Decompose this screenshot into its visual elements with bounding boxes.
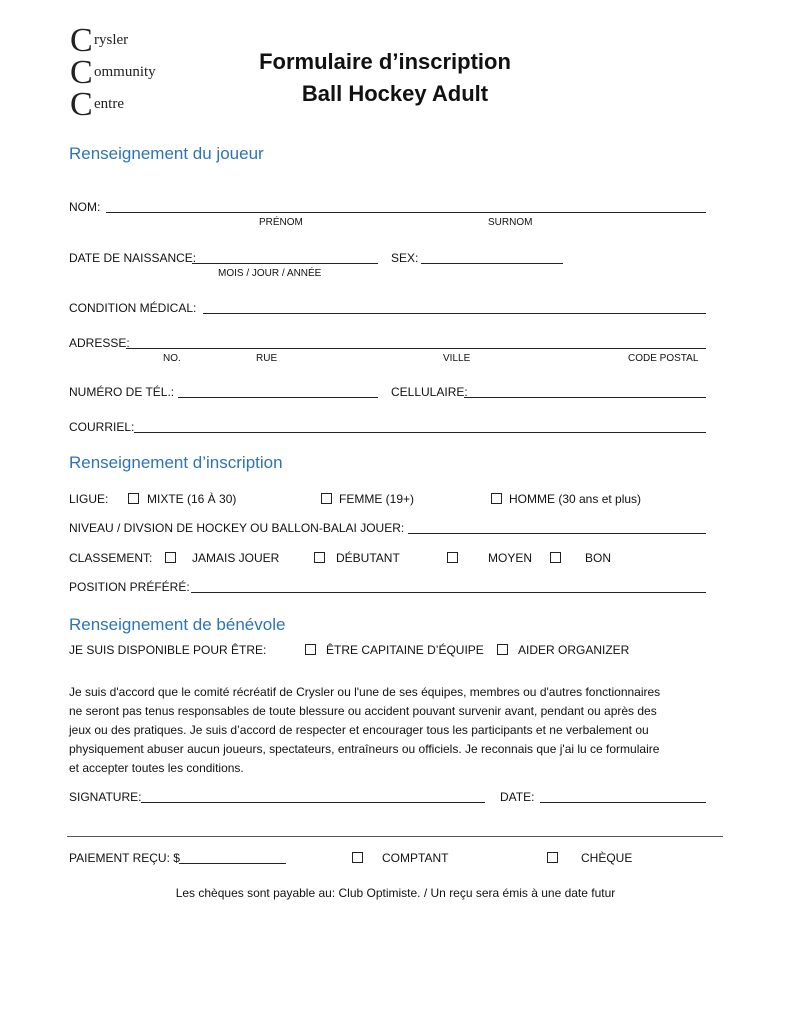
niveau-field[interactable] bbox=[408, 533, 706, 534]
nom-label: NOM: bbox=[69, 200, 101, 214]
position-label: POSITION PRÉFÉRÉ: bbox=[69, 580, 190, 594]
ligue-femme-label: FEMME (19+) bbox=[339, 492, 415, 506]
addr-no-hint: NO. bbox=[163, 353, 181, 364]
checkbox-mixte[interactable] bbox=[128, 493, 139, 504]
addr-ville-hint: VILLE bbox=[443, 353, 471, 364]
section-heading-volunteer: Renseignement de bénévole bbox=[69, 615, 286, 634]
niveau-label: NIVEAU / DIVSION DE HOCKEY OU BALLON-BALAI JOUER: bbox=[69, 521, 405, 535]
payment-label: PAIEMENT REÇU: $ bbox=[69, 851, 180, 865]
agreement-paragraph bbox=[69, 683, 729, 778]
capitaine-label: ÊTRE CAPITAINE D’ÉQUIPE bbox=[326, 643, 484, 657]
condition-field[interactable] bbox=[203, 313, 706, 314]
class-moyen-label: MOYEN bbox=[488, 551, 533, 565]
comptant-label: COMPTANT bbox=[382, 851, 449, 865]
position-field[interactable] bbox=[191, 592, 706, 593]
courriel-label: COURRIEL: bbox=[69, 420, 135, 434]
logo-letter-3: C bbox=[70, 86, 93, 123]
nom-field[interactable] bbox=[106, 212, 706, 213]
class-debutant-label: DÉBUTANT bbox=[336, 551, 400, 565]
ligue-label: LIGUE: bbox=[69, 492, 109, 506]
logo-word-3: entre bbox=[94, 96, 124, 112]
agreement-line: ne seront pas tenus responsables de toute blessure ou accident pouvant survenir avant, pendant ou après des bbox=[69, 704, 657, 718]
courriel-field[interactable] bbox=[134, 432, 706, 433]
dispo-label: JE SUIS DISPONIBLE POUR ÊTRE: bbox=[69, 643, 267, 657]
agreement-line: et accepter toutes les conditions. bbox=[69, 761, 244, 775]
sex-field[interactable] bbox=[421, 263, 563, 264]
logo bbox=[66, 22, 196, 123]
adresse-label: ADRESSE: bbox=[69, 336, 130, 350]
checkbox-aider[interactable] bbox=[497, 644, 508, 655]
tel-field[interactable] bbox=[178, 397, 378, 398]
class-jamais-label: JAMAIS JOUER bbox=[192, 551, 280, 565]
form-subtitle: Ball Hockey Adult bbox=[301, 81, 489, 106]
logo-letter-2: C bbox=[70, 54, 93, 91]
agreement-line: jeux ou des pratiques. Je suis d’accord de respecter et encourager tous les participants et ne verbalement ou bbox=[69, 723, 649, 737]
checkbox-cheque[interactable] bbox=[547, 852, 558, 863]
checkbox-capitaine[interactable] bbox=[305, 644, 316, 655]
addr-rue-hint: RUE bbox=[256, 353, 278, 364]
sex-label: SEX: bbox=[391, 251, 419, 265]
signature-field[interactable] bbox=[141, 802, 485, 803]
addr-code-hint: CODE POSTAL bbox=[628, 353, 699, 364]
agreement-line: Je suis d'accord que le comité récréatif de Crysler ou l'une de ses équipes, membres ou d'autres fonctionnaires bbox=[69, 685, 661, 699]
surnom-hint: SURNOM bbox=[488, 217, 533, 228]
aider-label: AIDER ORGANIZER bbox=[518, 643, 630, 657]
divider bbox=[67, 836, 723, 837]
footer-note: Les chèques sont payable au: Club Optimiste. / Un reçu sera émis à une date futur bbox=[175, 886, 616, 900]
section-heading-registration: Renseignement d’inscription bbox=[69, 453, 283, 472]
logo-word-2: ommunity bbox=[94, 64, 156, 80]
ligue-homme-label: HOMME (30 ans et plus) bbox=[509, 492, 642, 506]
class-bon-label: BON bbox=[585, 551, 612, 565]
adresse-field[interactable] bbox=[126, 348, 706, 349]
date-field[interactable] bbox=[540, 802, 706, 803]
prenom-hint: PRÉNOM bbox=[259, 217, 303, 228]
condition-label: CONDITION MÉDICAL: bbox=[69, 301, 197, 315]
checkbox-jamais[interactable] bbox=[165, 552, 176, 563]
checkbox-moyen[interactable] bbox=[447, 552, 458, 563]
checkbox-comptant[interactable] bbox=[352, 852, 363, 863]
classement-label: CLASSEMENT: bbox=[69, 551, 153, 565]
cheque-label: CHÈQUE bbox=[581, 851, 633, 865]
date-label: DATE: bbox=[500, 790, 535, 804]
logo-word-1: rysler bbox=[94, 32, 129, 48]
dob-hint: MOIS / JOUR / ANNÉE bbox=[218, 268, 322, 279]
cell-label: CELLULAIRE: bbox=[391, 385, 468, 399]
section-heading-player: Renseignement du joueur bbox=[69, 144, 264, 163]
checkbox-femme[interactable] bbox=[321, 493, 332, 504]
cell-field[interactable] bbox=[464, 397, 706, 398]
tel-label: NUMÉRO DE TÉL.: bbox=[69, 385, 175, 399]
ligue-mixte-label: MIXTE (16 À 30) bbox=[147, 492, 237, 506]
checkbox-bon[interactable] bbox=[550, 552, 561, 563]
signature-label: SIGNATURE: bbox=[69, 790, 142, 804]
checkbox-debutant[interactable] bbox=[314, 552, 325, 563]
form-title: Formulaire d’inscription bbox=[259, 49, 511, 74]
checkbox-homme[interactable] bbox=[491, 493, 502, 504]
dob-label: DATE DE NAISSANCE: bbox=[69, 251, 197, 265]
payment-amount-field[interactable] bbox=[179, 863, 286, 864]
logo-letter-1: C bbox=[70, 22, 93, 59]
dob-field[interactable] bbox=[192, 263, 378, 264]
agreement-line: physiquement abuser aucun joueurs, spectateurs, entraîneurs ou officiels. Je reconnais que j'ai lu ce formulaire bbox=[69, 742, 660, 756]
